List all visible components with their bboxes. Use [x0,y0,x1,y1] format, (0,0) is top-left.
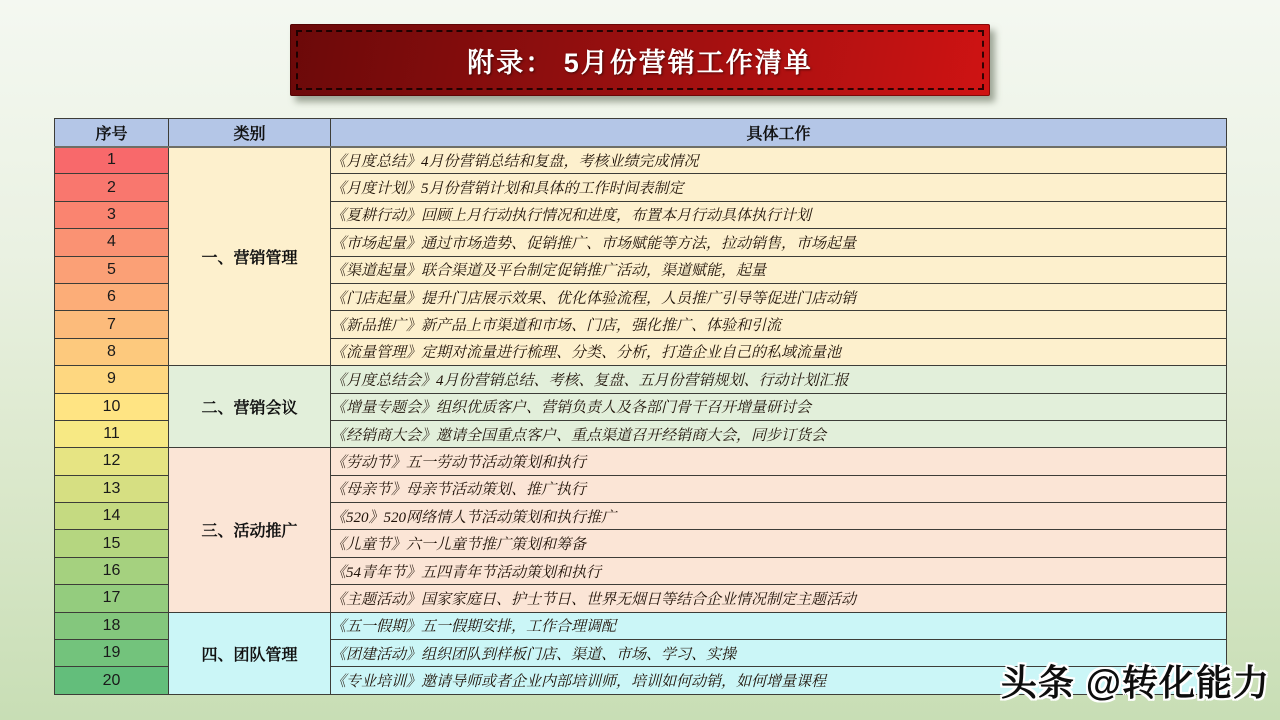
work-cell: 《儿童节》六一儿童节推广策划和筹备 [331,530,1227,557]
work-cell: 《专业培训》邀请导师或者企业内部培训师，培训如何动销，如何增量课程 [331,667,1227,694]
work-cell: 《月度总结》4月份营销总结和复盘，考核业绩完成情况 [331,147,1227,174]
row-number-cell: 9 [55,366,169,393]
work-cell: 《54青年节》五四青年节活动策划和执行 [331,557,1227,584]
row-number-cell: 3 [55,201,169,228]
table-row [55,147,1227,174]
row-number-cell: 5 [55,256,169,283]
work-cell: 《增量专题会》组织优质客户、营销负责人及各部门骨干召开增量研讨会 [331,393,1227,420]
row-number-cell: 17 [55,585,169,612]
work-cell: 《流量管理》定期对流量进行梳理、分类、分析，打造企业自己的私域流量池 [331,338,1227,365]
row-number-cell: 15 [55,530,169,557]
row-number-cell: 11 [55,420,169,447]
work-cell: 《团建活动》组织团队到样板门店、渠道、市场、学习、实操 [331,640,1227,667]
work-cell: 《渠道起量》联合渠道及平台制定促销推广活动，渠道赋能，起量 [331,256,1227,283]
table-row [55,448,1227,475]
worklist-tbody [55,147,1227,695]
row-number-cell: 14 [55,503,169,530]
work-cell: 《劳动节》五一劳动节活动策划和执行 [331,448,1227,475]
row-number-cell: 4 [55,229,169,256]
header-row [55,119,1227,147]
table-row [55,366,1227,393]
work-cell: 《市场起量》通过市场造势、促销推广、市场赋能等方法，拉动销售，市场起量 [331,229,1227,256]
row-number-cell: 7 [55,311,169,338]
work-cell: 《月度总结会》4月份营销总结、考核、复盘、五月份营销规划、行动计划汇报 [331,366,1227,393]
row-number-cell: 19 [55,640,169,667]
work-cell: 《经销商大会》邀请全国重点客户、重点渠道召开经销商大会，同步订货会 [331,420,1227,447]
work-cell: 《月度计划》5月份营销计划和具体的工作时间表制定 [331,174,1227,201]
work-cell: 《新品推广》新产品上市渠道和市场、门店，强化推广、体验和引流 [331,311,1227,338]
work-cell: 《主题活动》国家家庭日、护士节日、世界无烟日等结合企业情况制定主题活动 [331,585,1227,612]
row-number-cell: 18 [55,612,169,639]
row-number-cell: 12 [55,448,169,475]
row-number-cell: 13 [55,475,169,502]
table-row [55,612,1227,639]
row-number-cell: 20 [55,667,169,694]
worklist-table [54,118,1227,695]
work-cell: 《门店起量》提升门店展示效果、优化体验流程，人员推广引导等促进门店动销 [331,283,1227,310]
category-cell: 二、营销会议 [169,366,331,448]
work-cell: 《五一假期》五一假期安排，工作合理调配 [331,612,1227,639]
work-cell: 《母亲节》母亲节活动策划、推广执行 [331,475,1227,502]
watermark-text: 头条 @转化能力 [1000,662,1270,703]
category-cell: 一、营销管理 [169,147,331,366]
header-no: 序号 [55,119,169,147]
category-cell: 四、团队管理 [169,612,331,694]
work-cell: 《夏耕行动》回顾上月行动执行情况和进度，布置本月行动具体执行计划 [331,201,1227,228]
page-title: 附录： 5月份营销工作清单 [467,47,813,78]
row-number-cell: 8 [55,338,169,365]
row-number-cell: 10 [55,393,169,420]
title-banner [290,24,990,96]
row-number-cell: 2 [55,174,169,201]
work-cell: 《520》520网络情人节活动策划和执行推广 [331,503,1227,530]
row-number-cell: 1 [55,147,169,174]
row-number-cell: 16 [55,557,169,584]
row-number-cell: 6 [55,283,169,310]
category-cell: 三、活动推广 [169,448,331,612]
header-category: 类别 [169,119,331,147]
header-work: 具体工作 [331,119,1227,147]
